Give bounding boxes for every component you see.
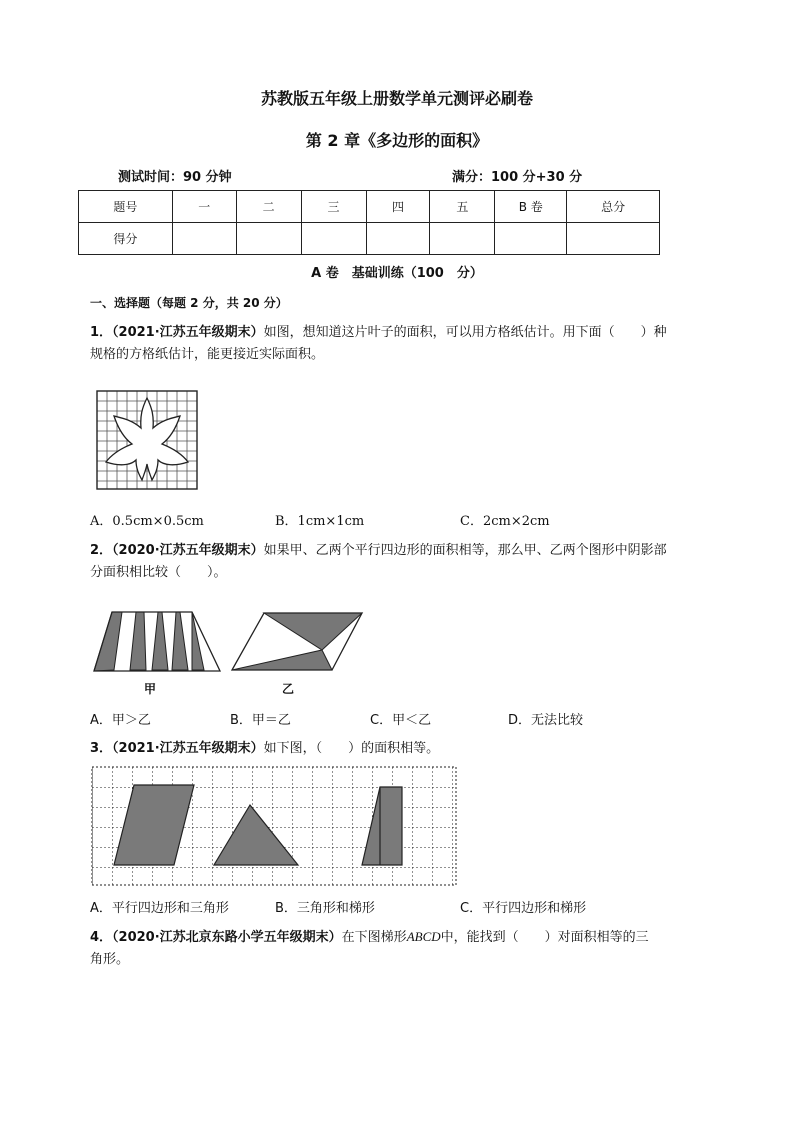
score-table <box>78 190 660 255</box>
section-a-heading: A 卷 基础训练（100 分） <box>311 266 483 281</box>
score-header-cell: 四 <box>366 191 430 223</box>
score-header-cell: 一 <box>172 191 236 223</box>
score-header-cell: 题号 <box>79 191 173 223</box>
q2-option-d[interactable]: D．无法比较 <box>508 713 584 728</box>
test-time: 测试时间：90 分钟 <box>118 170 232 185</box>
part1-heading: 一、选择题（每题 2 分，共 20 分） <box>90 296 288 310</box>
leaf-grid-figure <box>92 386 202 494</box>
q4-text <box>90 926 710 971</box>
q4-text-part-b: 中，能找到（ ）对面积相等的三 <box>440 930 649 945</box>
dotted-grid-figure <box>90 764 460 888</box>
q3-text-line1: 如下图，（ ）的面积相等。 <box>263 741 440 756</box>
q3-option-b[interactable]: B．三角形和梯形 <box>275 901 375 916</box>
figure-label-yi: 乙 <box>282 682 295 696</box>
q2-text-line2: 分面积相比较（ ）。 <box>90 565 227 580</box>
score-header-cell: 三 <box>301 191 366 223</box>
q3-text <box>90 738 710 760</box>
chapter-title: 第 2 章《多边形的面积》 <box>305 131 489 150</box>
score-table-score-row <box>79 223 660 255</box>
q1-option-c[interactable]: C．2cm×2cm <box>460 514 550 529</box>
q2-option-b[interactable]: B．甲＝乙 <box>230 713 291 728</box>
q2-source: （2020·江苏五年级期末） <box>112 543 264 558</box>
score-header-cell: 五 <box>430 191 495 223</box>
score-cell[interactable] <box>172 223 236 255</box>
q2-text <box>90 540 710 584</box>
parallelogram-yi-figure <box>230 610 365 672</box>
parallelogram-jia-figure <box>92 608 222 674</box>
full-marks: 满分：100 分+30 分 <box>452 170 583 185</box>
score-cell[interactable] <box>495 223 567 255</box>
figure-label-jia: 甲 <box>144 682 157 696</box>
score-header-cell: B 卷 <box>495 191 567 223</box>
q1-number: 1． <box>90 325 113 340</box>
score-cell[interactable] <box>301 223 366 255</box>
score-row-label: 得分 <box>79 223 173 255</box>
q1-text-line1: 如图，想知道这片叶子的面积，可以用方格纸估计。用下面（ ）种 <box>263 325 667 340</box>
q3-source: （2021·江苏五年级期末） <box>112 741 264 756</box>
score-cell[interactable] <box>567 223 660 255</box>
score-cell[interactable] <box>236 223 301 255</box>
q4-number: 4． <box>90 930 113 945</box>
q2-number: 2． <box>90 543 113 558</box>
q1-text-line2: 规格的方格纸估计，能更接近实际面积。 <box>90 347 325 362</box>
q4-text-line2: 角形。 <box>90 952 130 967</box>
q1-option-b[interactable]: B．1cm×1cm <box>275 514 365 529</box>
q3-number: 3． <box>90 741 113 756</box>
score-cell[interactable] <box>430 223 495 255</box>
q4-text-part-a: 在下图梯形 <box>341 930 407 945</box>
score-cell[interactable] <box>366 223 430 255</box>
q1-source: （2021·江苏五年级期末） <box>112 325 264 340</box>
q1-text <box>90 322 710 366</box>
trapezoid-name: ABCD <box>406 929 441 944</box>
doc-title: 苏教版五年级上册数学单元测评必刷卷 <box>260 89 533 108</box>
q3-option-a[interactable]: A．平行四边形和三角形 <box>90 901 229 916</box>
q2-option-a[interactable]: A．甲＞乙 <box>90 713 151 728</box>
q2-option-c[interactable]: C．甲＜乙 <box>370 713 432 728</box>
q2-text-line1: 如果甲、乙两个平行四边形的面积相等，那么甲、乙两个图形中阴影部 <box>263 543 667 558</box>
score-header-cell: 总分 <box>567 191 660 223</box>
q3-option-c[interactable]: C．平行四边形和梯形 <box>460 901 587 916</box>
q1-option-a[interactable]: A．0.5cm×0.5cm <box>90 514 204 529</box>
q4-source: （2020·江苏北京东路小学五年级期末） <box>112 930 342 945</box>
score-table-header-row <box>79 191 660 223</box>
score-header-cell: 二 <box>236 191 301 223</box>
